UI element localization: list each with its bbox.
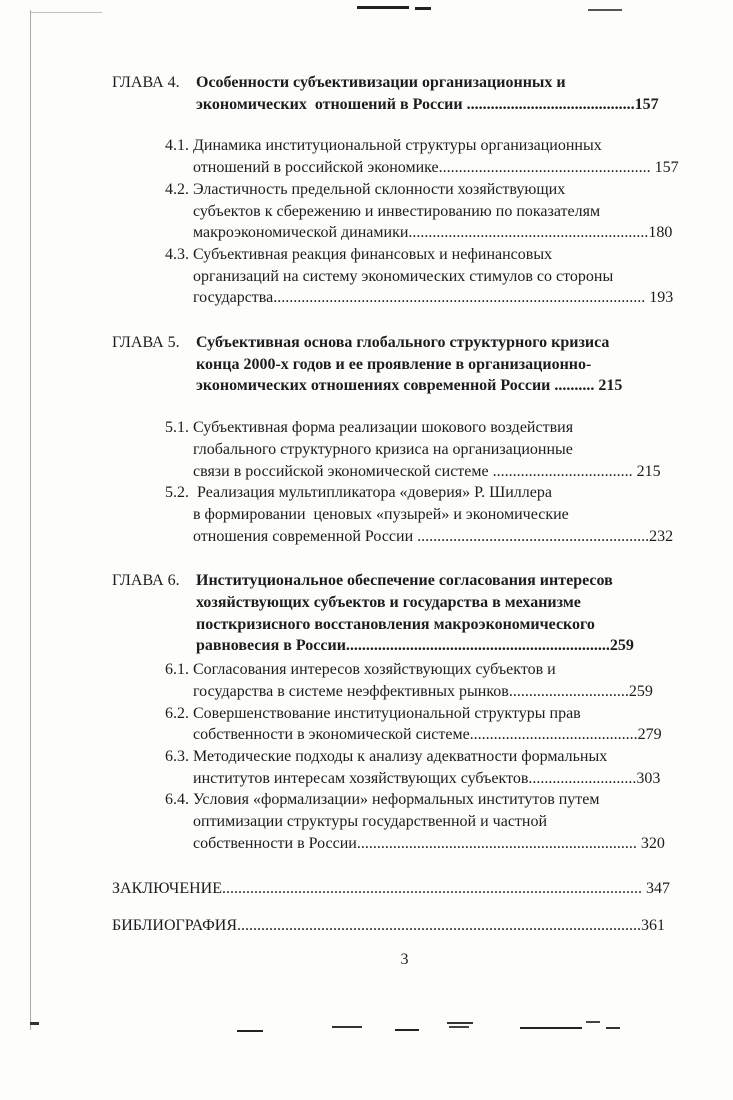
chapter-4-sections xyxy=(112,135,697,309)
scan-artifact xyxy=(588,9,622,11)
chapter-6-heading-line-3: посткризисного восстановления макроэкономического xyxy=(196,615,595,633)
toc-entry-conclusion: ЗАКЛЮЧЕНИЕ......................................................................................................... 347 xyxy=(112,879,670,897)
toc-entry-4-2-line-3: макроэкономической динамики............................................................180 xyxy=(193,224,673,242)
chapter-5-entry xyxy=(112,332,697,547)
chapter-5-label: ГЛАВА 5. xyxy=(112,334,180,352)
toc-entry-4-3-line-2: организаций на систему экономических стимулов со стороны xyxy=(193,267,614,285)
chapter-6-entry xyxy=(112,570,697,854)
scan-page-edge-line xyxy=(30,10,31,1030)
toc-entry-6-2-line-2: собственности в экономической системе..........................................279 xyxy=(193,726,662,744)
scan-artifact xyxy=(357,6,409,9)
chapter-4-heading-line-1 xyxy=(112,72,697,94)
toc-entry-6-3-line-1: 6.3. Методические подходы к анализу адекватности формальных xyxy=(165,747,608,765)
table-of-contents xyxy=(112,72,697,971)
scan-artifact xyxy=(520,1027,582,1029)
scan-artifact xyxy=(449,1026,469,1028)
scan-artifact xyxy=(447,1022,473,1024)
scan-artifact xyxy=(30,12,102,13)
toc-entry-6-4-line-1: 6.4. Условия «формализации» неформальных институтов путем xyxy=(165,791,600,809)
chapter-6-heading-line-4: равновесия в России..................................................................259 xyxy=(196,637,634,655)
toc-entry-6-1-line-2: государства в системе неэффективных рынков..............................259 xyxy=(193,682,653,700)
chapter-6-sections xyxy=(112,659,697,854)
chapter-5-heading-line-3: экономических отношениях современной России .......... 215 xyxy=(196,377,623,395)
chapter-4-heading-line-2: экономических отношений в России ..........................................157 xyxy=(196,95,659,113)
chapter-5-sections xyxy=(112,417,697,547)
toc-entry-6-4-line-3: собственности в России...................................................................... 320 xyxy=(193,834,665,852)
chapter-4-entry xyxy=(112,72,697,309)
chapter-5-heading-line-1 xyxy=(112,332,697,354)
scan-artifact xyxy=(237,1030,263,1032)
toc-entry-5-2-line-1: 5.2. Реализация мультипликатора «доверия» Р. Шиллера xyxy=(165,484,552,502)
chapter-4-title: Особенности субъективизации организационных и xyxy=(196,74,566,91)
chapter-6-title: Институциональное обеспечение согласования интересов xyxy=(196,572,613,590)
chapter-5-title: Субъективная основа глобального структурного кризиса xyxy=(196,334,610,352)
chapter-6-heading-line-2: хозяйствующих субъектов и государства в механизме xyxy=(196,594,581,612)
toc-entry-4-3-line-1: 4.3. Субъективная реакция финансовых и нефинансовых xyxy=(165,245,553,263)
toc-entry-4-1-line-1: 4.1. Динамика институциональной структуры организационных xyxy=(165,137,602,155)
toc-entry-6-4-line-2: оптимизации структуры государственной и частной xyxy=(193,813,548,831)
chapter-4-label: ГЛАВА 4. xyxy=(112,74,180,91)
toc-entry-5-1-line-2: глобального структурного кризиса на организационные xyxy=(193,440,573,458)
toc-entry-4-1-line-2: отношений в российской экономике..................................................... 157 xyxy=(193,159,679,177)
toc-entry-5-2-line-3: отношения современной России ..........................................................232 xyxy=(193,527,674,545)
toc-entry-6-2-line-1: 6.2. Совершенствование институциональной структуры прав xyxy=(165,704,581,722)
toc-entry-4-3-line-3: государства............................................................................................. 193 xyxy=(193,289,674,307)
toc-entry-6-1-line-1: 6.1. Согласования интересов хозяйствующих субъектов и xyxy=(165,661,556,679)
chapter-6-heading-line-1 xyxy=(112,570,697,592)
toc-entry-5-1-line-3: связи в российской экономической системе ................................... 215 xyxy=(193,462,661,480)
closing-entries xyxy=(112,878,697,937)
toc-entry-bibliography: БИБЛИОГРАФИЯ.....................................................................................................361 xyxy=(112,917,666,935)
scan-artifact xyxy=(30,1022,39,1025)
toc-entry-6-3-line-2: институтов интересам хозяйствующих субъектов...........................303 xyxy=(193,769,661,787)
scan-artifact xyxy=(395,1029,419,1031)
page-number: 3 xyxy=(400,950,409,968)
scan-artifact xyxy=(586,1021,600,1023)
toc-entry-4-2-line-1: 4.2. Эластичность предельной склонности хозяйствующих xyxy=(165,180,566,198)
scan-artifact xyxy=(415,7,431,10)
toc-entry-4-2-line-2: субъектов к сбережению и инвестированию по показателям xyxy=(193,202,601,220)
scan-artifact xyxy=(606,1027,620,1029)
chapter-6-label: ГЛАВА 6. xyxy=(112,572,180,590)
chapter-5-heading-line-2: конца 2000-х годов и ее проявление в организационно- xyxy=(196,355,592,373)
toc-entry-5-1-line-1: 5.1. Субъективная форма реализации шокового воздействия xyxy=(165,419,574,437)
toc-entry-5-2-line-2: в формировании ценовых «пузырей» и экономические xyxy=(193,505,569,523)
scan-artifact xyxy=(332,1026,362,1028)
